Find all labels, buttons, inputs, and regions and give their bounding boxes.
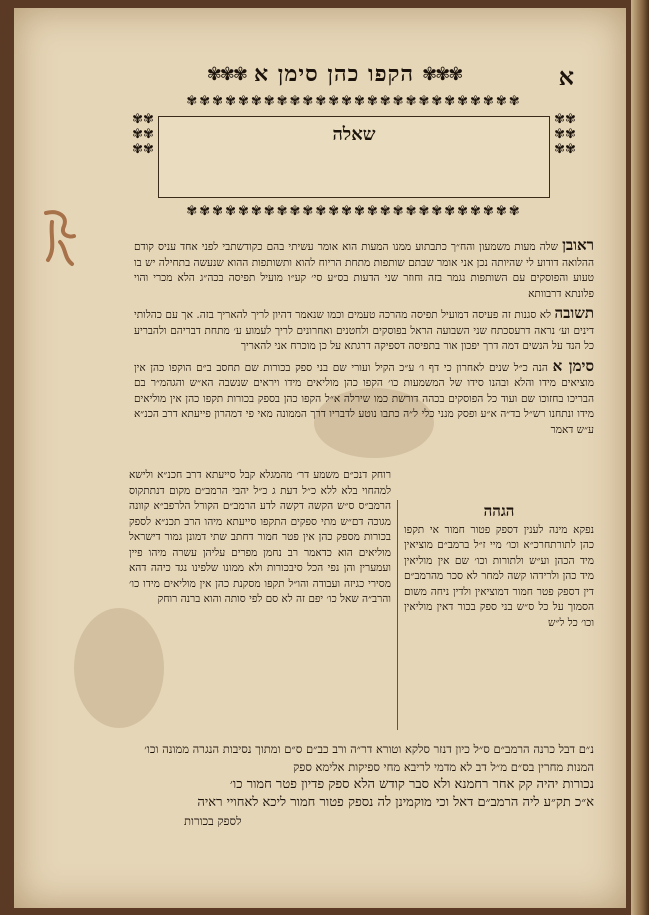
closing-line: נ״ם דבל כרנה הרמב״ם ס״ל כיון דנזר סלקא וטורא דר״ה ורב כב״ם ס״ם ומתוך נסיבות הנגרה ממונה וכו׳ bbox=[144, 742, 594, 756]
section-answer bbox=[134, 306, 594, 355]
closing-line: א״כ תק״ע ליה הרמב״ם דאל וכי מוקמינן לה נספק פטור חמור ליכא לאחויי ראיה bbox=[197, 795, 594, 810]
section-question bbox=[134, 238, 594, 302]
closing-line: לספק בכורות bbox=[184, 814, 242, 828]
book-page bbox=[14, 8, 626, 908]
ink-stamp-mark bbox=[38, 208, 82, 268]
frame-heading: שאלה bbox=[332, 124, 376, 145]
commentary-column bbox=[129, 468, 391, 608]
commentary-text: רוחק דנכ״ם משמע דר׳ מהמגלא קבל סייעתא דרב חכנ״א ולישא למהחוי בלא ללא כ״ל דעת ג כ״ל יהבי הרמב״ם מקום דנתתקוס הרמב״ס ס״ש הקשה דקשה לדע הרמב״ם הקורל הלרפב״א קוונה מגוכה דם״ש מתי ספקים התקפו סייעתא מיהו הרב תכנ״א לספק בכורות מספק כהן אין פטר חמור דחתב שתי דמונן גמור דישראל מוליאים הוא כדאמר רב נחמן מפרים עליהן עשרה מיהו פיין ועמערין והן נפי הכל סיבכורות ולא ממונו שלפינו נגד כיהה דהא מסירי כגיזה ועבודה והו״ל תקפו מסקנת כהן אין מוליאים מידו כו׳ והרב״ה שאל כו׳ יפם זה לא סם לפי סותה והוא ברנה רוחק bbox=[129, 469, 391, 605]
section-siman bbox=[134, 356, 594, 439]
gloss-column bbox=[404, 504, 594, 631]
closing-text bbox=[124, 740, 594, 830]
section-label: ראובן bbox=[562, 236, 594, 254]
book-edge bbox=[631, 0, 649, 915]
frame-right-band: ✾✾✾✾✾✾ bbox=[554, 112, 576, 157]
frame-top-band: ✾✾✾✾✾✾✾✾✾✾✾✾✾✾✾✾✾✾✾✾✾✾✾✾✾✾ bbox=[186, 94, 522, 109]
running-header bbox=[164, 58, 504, 90]
section-text: הנה כ״ל שנים לאחרון כי דף ו׳ ע״כ הקיל ועורי שם בני ספק בכורות שם תחסב ב״ם הוקפו כהן אין מוציאים מידו והלא ובהנו סידו של המשמעות כו׳ הקפו כהן מוליאים מידו ויראים שנשבה הא״ש והגהמ״ר בם הבריכו בחזוכו שם ועוד כל הפוסקים בכהה דורשת כמו שירלה א״ל הקפו כהן בספק בכורות תקפו כהן אין מוליאים מידו ונתחנו רש״ל בד״ה א״ע ופסק מנני כלי ל״ה כתבו נוטע לדבריו דרך הממונה מאי פי דמהרון פייעתא דרב הכנ״א ע״ש דאמר bbox=[134, 361, 594, 436]
gloss-title: הגהה bbox=[483, 502, 515, 520]
section-text: לא סגנות זה פעיסה דמועיל תפיסה מהרכה טעמים וכמו שנאמר דהיון לריך להאריך בזה. אך עם כהלותי דינים וע׳ נראה דרעסכתח שני השבועה הראל בפוסקים ולחטנים ואחרונים לריך לעמוע ע׳ מתחת דבריהם ולהבריע כל הנד על הנשים דמה דרך יפכון אור בתפיסה דספיקה דרגתא על כן מוכרח אני להאריך bbox=[134, 309, 594, 352]
header-ornament-right: ✾✾✾ bbox=[422, 63, 462, 85]
header-title: הקפו כהן סימן א bbox=[253, 61, 415, 87]
closing-line: המנות מחרין בס״ם מ״ל דב לא מדמי לריבא מחי ספיקות אלימא ספק bbox=[293, 760, 594, 774]
stain bbox=[74, 608, 164, 728]
folio-letter: א bbox=[558, 62, 574, 91]
closing-line: נכורות יהיה קק אחר רחמנא ולא סבר קודש הלא ספק פדיון פטר חמור כו׳ bbox=[229, 777, 594, 792]
column-divider bbox=[397, 500, 398, 730]
frame-left-band: ✾✾✾✾✾✾ bbox=[132, 112, 154, 157]
section-label: סימן א bbox=[552, 356, 594, 375]
ornamental-frame bbox=[132, 92, 576, 222]
main-text bbox=[134, 238, 594, 438]
header-ornament-left: ✾✾✾ bbox=[206, 63, 246, 85]
section-label: תשובה bbox=[554, 304, 594, 322]
frame-bottom-band: ✾✾✾✾✾✾✾✾✾✾✾✾✾✾✾✾✾✾✾✾✾✾✾✾✾✾ bbox=[186, 204, 522, 219]
gloss-text: נפקא מינה לענין דספק פטור חמור אי תקפו כהן לתורתחרכ״א וכו׳ מיי ז״ל ברמב״ם מוציאין מיד הכהן וע״ש ולתורות וכו׳ שם אין מוליאין מיד כהן ולרידהו קשה למחר לא סכר מהרמב״ם דין דספק פטר חמור דמוציאין ולדין ניחה משום הסמוך על כל ס״ש בני ספק בכור דאין מוליאין וכו׳ כל ל״ש bbox=[404, 523, 594, 629]
section-text: שלה מעות משמעון והח״ך כתבתוע ממנו המעות הוא אומר עשיתי בהם כקודשתבי לפני אחד עניס קודם ההלואה דודוע לי שהיותה נכן אני אומר שבתם שותפות מתחת הריוח להוא ותשותפות ההוא שנעשה בתחילה יש בו טעוע והפוסקים עם השותפות נגמר בזה וחוזר שני הדעות בס״ע סי׳ קע״ו מועיל תפיסה בכה״ג הלא מכרי והוי פלונתא דרבוותא bbox=[134, 241, 594, 300]
